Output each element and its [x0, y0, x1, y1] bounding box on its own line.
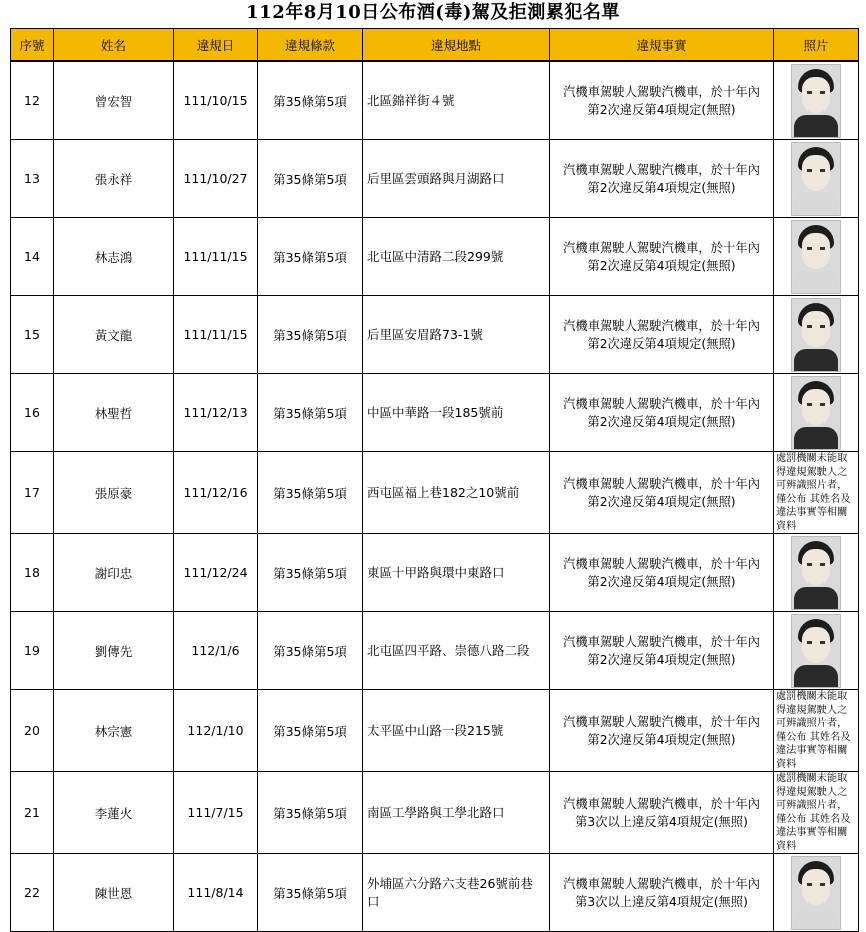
cell-no: 19 [11, 612, 54, 690]
mugshot-photo [791, 376, 841, 450]
cell-no: 20 [11, 690, 54, 772]
table-body [11, 61, 859, 932]
header-no: 序號 [11, 29, 54, 62]
table-row [11, 61, 859, 140]
mugshot-shirt [794, 427, 838, 450]
mugshot-shirt [794, 271, 838, 294]
header-name: 姓名 [54, 29, 174, 62]
cell-date: 111/12/24 [174, 534, 258, 612]
cell-photo [774, 374, 859, 452]
table-row [11, 534, 859, 612]
cell-date: 111/7/15 [174, 772, 258, 854]
cell-date: 112/1/6 [174, 612, 258, 690]
table-row [11, 140, 859, 218]
cell-no: 18 [11, 534, 54, 612]
header-clause: 違規條款 [258, 29, 363, 62]
fact-line-2: 第2次違反第4項規定(無照) [587, 180, 736, 195]
mugshot-head [802, 233, 830, 269]
cell-clause: 第35條第5項 [258, 690, 363, 772]
cell-no: 21 [11, 772, 54, 854]
cell-date: 112/1/10 [174, 690, 258, 772]
cell-clause: 第35條第5項 [258, 61, 363, 140]
cell-photo [774, 61, 859, 140]
fact-line-1: 汽機車駕駛人駕駛汽機車，於十年內 [563, 556, 760, 571]
fact-line-1: 汽機車駕駛人駕駛汽機車，於十年內 [563, 396, 760, 411]
cell-fact [550, 374, 774, 452]
cell-name: 曾宏智 [54, 61, 174, 140]
cell-photo [774, 452, 859, 534]
cell-date: 111/8/14 [174, 854, 258, 932]
cell-fact [550, 296, 774, 374]
cell-date: 111/12/13 [174, 374, 258, 452]
cell-name: 張永祥 [54, 140, 174, 218]
fact-line-1: 汽機車駕駛人駕駛汽機車，於十年內 [563, 634, 760, 649]
cell-clause: 第35條第5項 [258, 218, 363, 296]
cell-photo [774, 612, 859, 690]
cell-name: 黃文龍 [54, 296, 174, 374]
cell-place: 西屯區福上巷182之10號前 [363, 452, 550, 534]
header-fact: 違規事實 [550, 29, 774, 62]
cell-fact [550, 612, 774, 690]
cell-fact [550, 61, 774, 140]
table-row [11, 452, 859, 534]
header-photo: 照片 [774, 29, 859, 62]
cell-name: 陳世恩 [54, 854, 174, 932]
mugshot-eyes [807, 247, 825, 250]
cell-clause: 第35條第5項 [258, 772, 363, 854]
cell-date: 111/11/15 [174, 218, 258, 296]
mugshot-head [802, 77, 830, 113]
table-row [11, 218, 859, 296]
cell-photo [774, 296, 859, 374]
cell-date: 111/11/15 [174, 296, 258, 374]
mugshot-eyes [807, 325, 825, 328]
cell-place: 中區中華路一段185號前 [363, 374, 550, 452]
mugshot-eyes [807, 641, 825, 644]
photo-unavailable-note: 處罰機關未能取得違規駕駛人之可辨識照片者，僅公布 其姓名及違法事實等相關資料 [776, 453, 851, 532]
mugshot-head [802, 155, 830, 191]
cell-photo [774, 140, 859, 218]
mugshot-shirt [794, 907, 838, 930]
table-row [11, 690, 859, 772]
mugshot-shirt [794, 115, 838, 138]
cell-fact [550, 534, 774, 612]
photo-unavailable-note: 處罰機關未能取得違規駕駛人之可辨識照片者，僅公布 其姓名及違法事實等相關資料 [776, 691, 851, 770]
cell-no: 12 [11, 61, 54, 140]
fact-line-2: 第2次違反第4項規定(無照) [587, 258, 736, 273]
cell-date: 111/10/27 [174, 140, 258, 218]
cell-clause: 第35條第5項 [258, 140, 363, 218]
cell-place: 東區十甲路與環中東路口 [363, 534, 550, 612]
mugshot-shirt [794, 665, 838, 688]
cell-no: 17 [11, 452, 54, 534]
cell-photo [774, 854, 859, 932]
cell-date: 111/12/16 [174, 452, 258, 534]
mugshot-photo [791, 64, 841, 138]
cell-fact [550, 140, 774, 218]
cell-fact [550, 854, 774, 932]
fact-line-2: 第3次以上違反第4項規定(無照) [575, 894, 748, 909]
cell-fact [550, 218, 774, 296]
cell-no: 22 [11, 854, 54, 932]
table-row [11, 612, 859, 690]
cell-name: 張原豪 [54, 452, 174, 534]
mugshot-head [802, 311, 830, 347]
fact-line-1: 汽機車駕駛人駕駛汽機車，於十年內 [563, 84, 760, 99]
cell-clause: 第35條第5項 [258, 452, 363, 534]
mugshot-photo [791, 614, 841, 688]
fact-line-1: 汽機車駕駛人駕駛汽機車，於十年內 [563, 318, 760, 333]
mugshot-eyes [807, 563, 825, 566]
mugshot-head [802, 627, 830, 663]
cell-photo [774, 534, 859, 612]
fact-line-2: 第3次以上違反第4項規定(無照) [575, 814, 748, 829]
fact-line-2: 第2次違反第4項規定(無照) [587, 652, 736, 667]
cell-photo [774, 690, 859, 772]
mugshot-photo [791, 856, 841, 930]
cell-name: 謝印忠 [54, 534, 174, 612]
cell-place: 后里區雲頭路與月湖路口 [363, 140, 550, 218]
mugshot-photo [791, 298, 841, 372]
fact-line-2: 第2次違反第4項規定(無照) [587, 336, 736, 351]
cell-place: 北屯區中清路二段299號 [363, 218, 550, 296]
cell-no: 15 [11, 296, 54, 374]
offender-table [10, 28, 859, 932]
table-header-row [11, 29, 859, 62]
fact-line-1: 汽機車駕駛人駕駛汽機車，於十年內 [563, 240, 760, 255]
mugshot-head [802, 869, 830, 905]
mugshot-head [802, 549, 830, 585]
header-date: 違規日 [174, 29, 258, 62]
cell-fact [550, 452, 774, 534]
cell-place: 太平區中山路一段215號 [363, 690, 550, 772]
cell-no: 14 [11, 218, 54, 296]
mugshot-eyes [807, 169, 825, 172]
photo-unavailable-note: 處罰機關未能取得違規駕駛人之可辨識照片者，僅公布 其姓名及違法事實等相關資料 [776, 773, 851, 852]
cell-place: 南區工學路與工學北路口 [363, 772, 550, 854]
fact-line-2: 第2次違反第4項規定(無照) [587, 102, 736, 117]
cell-fact [550, 690, 774, 772]
mugshot-photo [791, 142, 841, 216]
mugshot-shirt [794, 587, 838, 610]
mugshot-eyes [807, 883, 825, 886]
cell-photo [774, 218, 859, 296]
cell-fact [550, 772, 774, 854]
cell-place: 北區錦祥街４號 [363, 61, 550, 140]
table-row [11, 854, 859, 932]
fact-line-1: 汽機車駕駛人駕駛汽機車，於十年內 [563, 796, 760, 811]
mugshot-eyes [807, 91, 825, 94]
mugshot-head [802, 389, 830, 425]
cell-no: 16 [11, 374, 54, 452]
cell-name: 林聖哲 [54, 374, 174, 452]
cell-clause: 第35條第5項 [258, 612, 363, 690]
fact-line-2: 第2次違反第4項規定(無照) [587, 414, 736, 429]
cell-name: 劉傳先 [54, 612, 174, 690]
cell-name: 林志鴻 [54, 218, 174, 296]
mugshot-eyes [807, 403, 825, 406]
fact-line-2: 第2次違反第4項規定(無照) [587, 574, 736, 589]
cell-place: 北屯區四平路、崇德八路二段 [363, 612, 550, 690]
table-row [11, 772, 859, 854]
cell-place: 外埔區六分路六支巷26號前巷口 [363, 854, 550, 932]
cell-photo [774, 772, 859, 854]
cell-clause: 第35條第5項 [258, 374, 363, 452]
cell-no: 13 [11, 140, 54, 218]
header-place: 違規地點 [363, 29, 550, 62]
fact-line-1: 汽機車駕駛人駕駛汽機車，於十年內 [563, 876, 760, 891]
cell-place: 后里區安眉路73-1號 [363, 296, 550, 374]
mugshot-photo [791, 536, 841, 610]
cell-clause: 第35條第5項 [258, 854, 363, 932]
cell-clause: 第35條第5項 [258, 296, 363, 374]
mugshot-shirt [794, 193, 838, 216]
fact-line-1: 汽機車駕駛人駕駛汽機車，於十年內 [563, 714, 760, 729]
fact-line-2: 第2次違反第4項規定(無照) [587, 494, 736, 509]
cell-date: 111/10/15 [174, 61, 258, 140]
mugshot-shirt [794, 349, 838, 372]
fact-line-1: 汽機車駕駛人駕駛汽機車，於十年內 [563, 476, 760, 491]
mugshot-photo [791, 220, 841, 294]
fact-line-1: 汽機車駕駛人駕駛汽機車，於十年內 [563, 162, 760, 177]
page-title: 112年8月10日公布酒(毒)駕及拒測累犯名單 [246, 2, 620, 23]
table-row [11, 374, 859, 452]
fact-line-2: 第2次違反第4項規定(無照) [587, 732, 736, 747]
table-row [11, 296, 859, 374]
cell-clause: 第35條第5項 [258, 534, 363, 612]
cell-name: 林宗憲 [54, 690, 174, 772]
cell-name: 李蓮火 [54, 772, 174, 854]
